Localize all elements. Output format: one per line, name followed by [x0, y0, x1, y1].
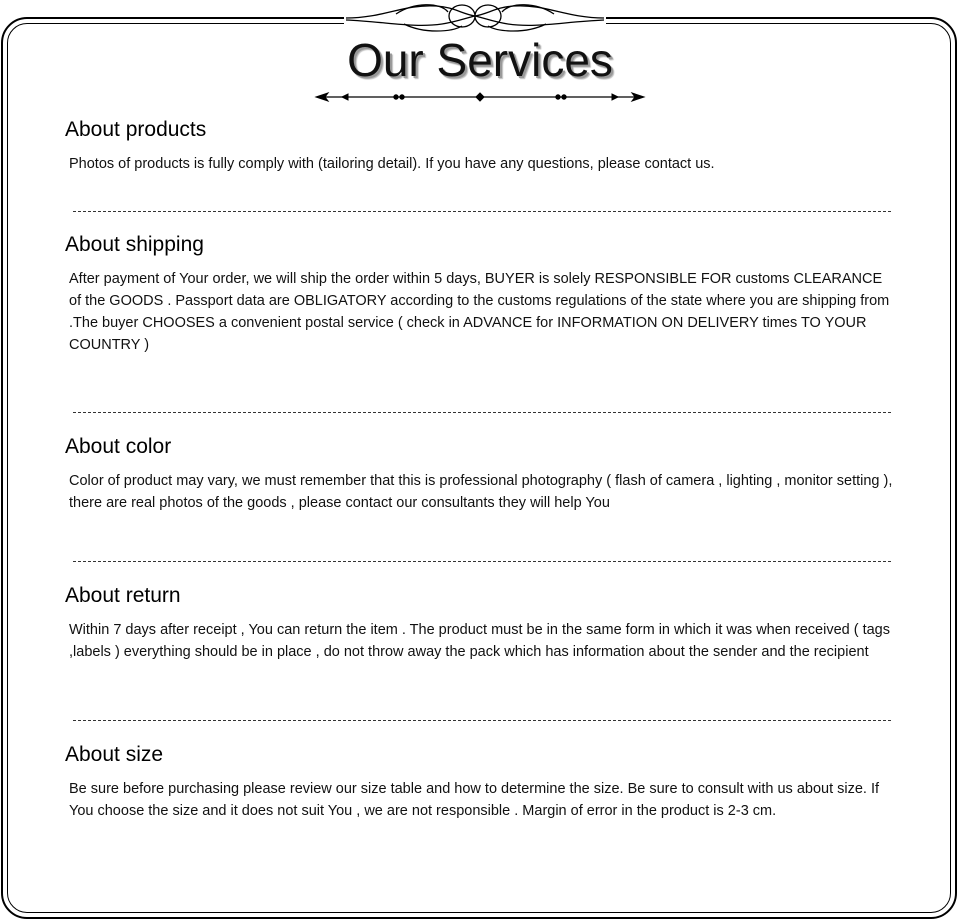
section-heading: About size	[65, 743, 164, 766]
section-heading: About return	[65, 584, 181, 607]
section-body: Color of product may vary, we must remember that this is professional photography ( flash of camera , lighting , monitor setting ), there are real photos of the goods , please contact our consultants they will help You	[69, 473, 893, 511]
section-heading: About products	[65, 118, 207, 141]
section-about-size	[65, 742, 895, 822]
section-divider	[73, 211, 891, 212]
section-body: After payment of Your order, we will ship the order within 5 days, BUYER is solely RESPONSIBLE FOR customs CLEARANCE of the GOODS . Passport data are OBLIGATORY according to the customs regulations of the state where you are shipping from .The buyer CHOOSES a convenient postal service ( check in ADVANCE for INFORMATION ON DELIVERY times TO YOUR COUNTRY )	[69, 271, 890, 353]
section-about-products	[65, 117, 895, 175]
section-about-shipping	[65, 232, 895, 356]
section-heading: About shipping	[65, 233, 204, 256]
section-body: Photos of products is fully comply with (tailoring detail). If you have any questions, please contact us.	[69, 156, 715, 172]
section-body: Within 7 days after receipt , You can return the item . The product must be in the same form in which it was when received ( tags ,labels ) everything should be in place , do not throw away the pack which has information about the sender and the recipient	[69, 622, 890, 660]
section-heading: About color	[65, 435, 172, 458]
section-about-color	[65, 434, 895, 514]
page-title: Our Services	[347, 34, 613, 86]
bottom-flourish-ornament	[312, 88, 648, 106]
section-body: Be sure before purchasing please review our size table and how to determine the size. Be sure to consult with us about size. If You choose the size and it does not suit You , we are not responsible . Margin of error in the product is 2-3 cm.	[69, 781, 880, 819]
section-divider	[73, 561, 891, 562]
section-divider	[73, 412, 891, 413]
section-divider	[73, 720, 891, 721]
section-about-return	[65, 583, 895, 663]
